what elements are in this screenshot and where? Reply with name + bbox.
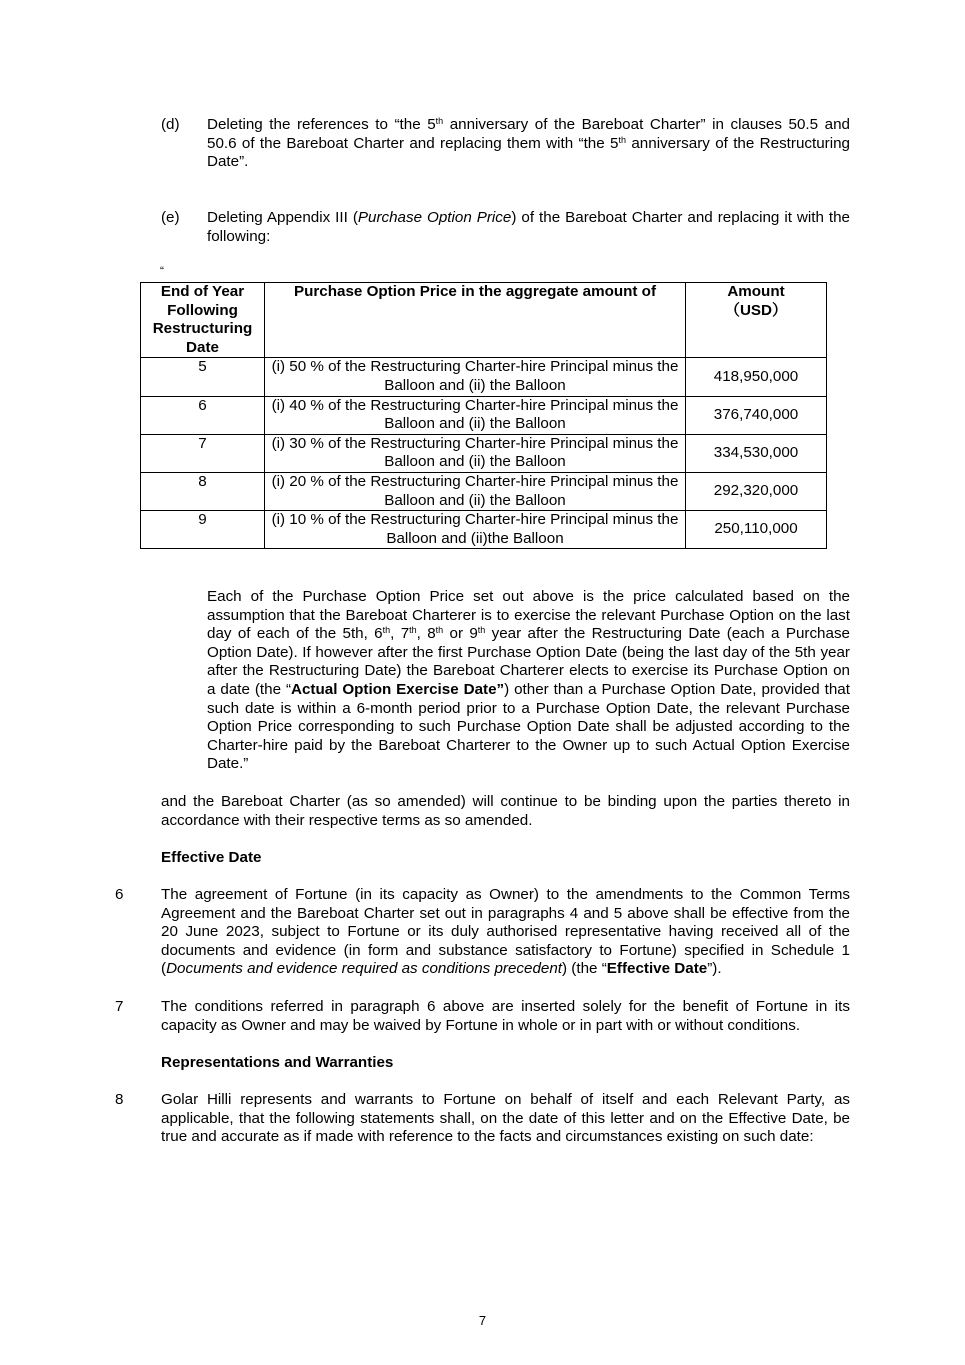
price-cell: (i) 40 % of the Restructuring Charter-hire Principal minus the Balloon and (ii) the Balloon — [265, 396, 686, 434]
para-7-number: 7 — [115, 998, 124, 1015]
table-row — [141, 472, 827, 510]
para-6-number: 6 — [115, 886, 124, 903]
table-header-row — [141, 283, 827, 358]
year-cell: 9 — [141, 511, 265, 549]
amount-cell: 334,530,000 — [686, 434, 827, 472]
header-amount: Amount （USD） — [686, 283, 827, 358]
open-quote: “ — [160, 264, 164, 278]
purchase-option-table — [140, 282, 827, 549]
year-cell: 7 — [141, 434, 265, 472]
amended-paragraph: and the Bareboat Charter (as so amended) will continue to be binding upon the parties thereto in accordance with their respective terms as so amended. — [161, 793, 850, 829]
table-row — [141, 434, 827, 472]
item-e-text: Deleting Appendix III (Purchase Option Price) of the Bareboat Charter and replacing it with the following: — [207, 209, 850, 245]
year-cell: 8 — [141, 472, 265, 510]
header-end-of-year: End of Year Following Restructuring Date — [141, 283, 265, 358]
purchase-option-note: Each of the Purchase Option Price set out above is the price calculated based on the assumption that the Bareboat Charterer is to exercise the relevant Purchase Option on the last day of each of the 5th, 6th, 7th, 8th or 9th year after the Restructuring Date (each a Purchase Option Date). If however after the first Purchase Option Date (being the last day of the 5th year after the Restructuring Date) the Bareboat Charterer elects to exercise its Purchase Option on a date (the “Actual Option Exercise Date”) other than a Purchase Option Date, provided that such date is within a 6-month period prior to a Purchase Option Date, the relevant Purchase Option Price corresponding to such Purchase Option Date shall be adjusted according to the Charter-hire paid by the Bareboat Charterer to the Owner up to such Actual Option Exercise Date.” — [207, 588, 850, 773]
heading-representations: Representations and Warranties — [161, 1054, 394, 1071]
para-8-number: 8 — [115, 1091, 124, 1108]
price-cell: (i) 30 % of the Restructuring Charter-hire Principal minus the Balloon and (ii) the Balloon — [265, 434, 686, 472]
table-row — [141, 396, 827, 434]
price-cell: (i) 50 % of the Restructuring Charter-hire Principal minus the Balloon and (ii) the Balloon — [265, 358, 686, 396]
amount-cell: 250,110,000 — [686, 511, 827, 549]
price-cell: (i) 10 % of the Restructuring Charter-hire Principal minus the Balloon and (ii)the Balloon — [265, 511, 686, 549]
item-d-label: (d) — [161, 116, 180, 133]
para-8-text: Golar Hilli represents and warrants to Fortune on behalf of itself and each Relevant Party, as applicable, that the following statements shall, on the date of this letter and on the Effective Date, be true and accurate as if made with reference to the facts and circumstances existing on such date: — [161, 1091, 850, 1146]
para-6-text: The agreement of Fortune (in its capacity as Owner) to the amendments to the Common Terms Agreement and the Bareboat Charter set out in paragraphs 4 and 5 above shall be effective from the 20 June 2023, subject to Fortune or its duly authorised representative having received all of the documents and evidence (in form and substance satisfactory to Fortune) specified in Schedule 1 (Documents and evidence required as conditions precedent) (the “Effective Date”). — [161, 886, 850, 978]
year-cell: 6 — [141, 396, 265, 434]
table-row — [141, 358, 827, 396]
header-purchase-option-price: Purchase Option Price in the aggregate amount of — [265, 283, 686, 358]
table-row — [141, 511, 827, 549]
amount-cell: 292,320,000 — [686, 472, 827, 510]
year-cell: 5 — [141, 358, 265, 396]
heading-effective-date: Effective Date — [161, 849, 262, 866]
para-7-text: The conditions referred in paragraph 6 above are inserted solely for the benefit of Fortune in its capacity as Owner and may be waived by Fortune in whole or in part with or without conditions. — [161, 998, 850, 1034]
item-e-label: (e) — [161, 209, 180, 226]
amount-cell: 376,740,000 — [686, 396, 827, 434]
amount-cell: 418,950,000 — [686, 358, 827, 396]
item-d-text: Deleting the references to “the 5th anniversary of the Bareboat Charter” in clauses 50.5 and 50.6 of the Bareboat Charter and replacing them with “the 5th anniversary of the Restructuring Date”. — [207, 116, 850, 171]
price-cell: (i) 20 % of the Restructuring Charter-hire Principal minus the Balloon and (ii) the Balloon — [265, 472, 686, 510]
page-number: 7 — [478, 1313, 487, 1328]
